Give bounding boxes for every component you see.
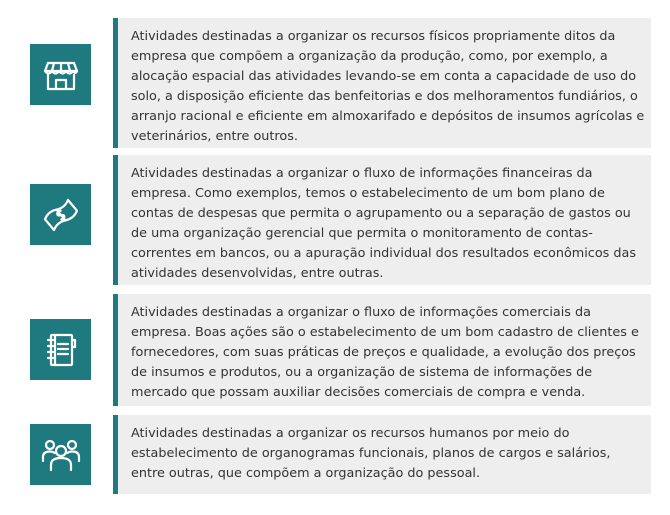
info-text: Atividades destinadas a organizar os recursos humanos por meio do estabelecimento de organogramas funcionais, planos de cargos e salários, entre outras, que compõem a organização do pessoal. [131, 426, 611, 481]
info-panel [113, 294, 651, 406]
storefront-icon [30, 44, 91, 105]
notebook-icon [30, 319, 91, 380]
money-bill-icon [30, 184, 91, 245]
info-text: Atividades destinadas a organizar os recursos físicos propriamente ditos da empresa que compõem a organização da produção, como, por exemplo, a alocação espacial das atividades levando-se em conta a capacidade de uso do solo, a disposição eficiente das benfeitorias e dos melhoramentos fundiários, o arranjo racional e eficiente em almoxarifado e depósitos de insumos agrícolas e veterinários, entre outros. [131, 29, 645, 144]
info-panel [113, 18, 651, 148]
info-panel [113, 155, 651, 285]
info-text: Atividades destinadas a organizar o fluxo de informações comerciais da empresa. Boas ações são o estabelecimento de um bom cadastro de clientes e fornecedores, com suas práticas de preços e qualidade, a evolução dos preços de insumos e produtos, ou a organização de sistema de informações de mercado que possam auxiliar decisões comerciais de compra e venda. [131, 305, 639, 400]
info-panel [113, 415, 651, 494]
people-group-icon [30, 424, 91, 485]
info-text: Atividades destinadas a organizar o fluxo de informações financeiras da empresa. Como exemplos, temos o estabelecimento de um bom plano de contas de despesas que permita o agrupamento ou a separação de gastos ou de uma organização gerencial que permita o monitoramento de contas-correntes em bancos, ou a apuração individual dos resultados econômicos das atividades desenvolvidas, entre outras. [131, 166, 637, 281]
